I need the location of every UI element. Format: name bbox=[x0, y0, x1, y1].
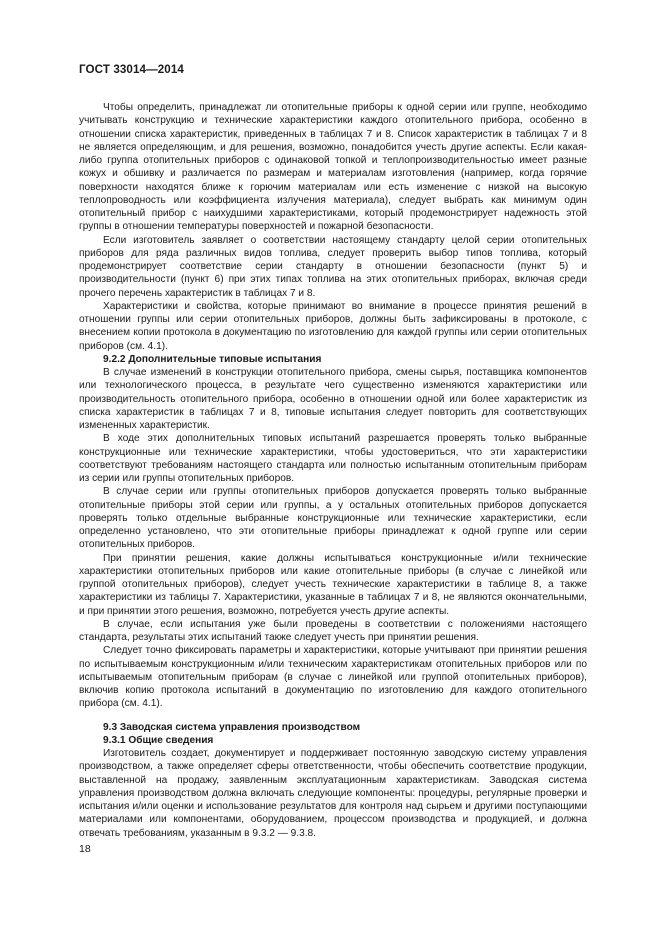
paragraph: Если изготовитель заявляет о соответствии настоящему стандарту целой серии отопительных приборов для ряда различных видов топлива, следует проверить выбор типов топлива, который продемонстрирует соответствие серии стандарту в отношении безопасности (пункт 5) и производительности (пункт 6) при этих типах топлива на этих отопительных приборах, включая среди прочего перечень характеристик в таблицах 7 и 8. bbox=[79, 234, 587, 299]
section-heading-9-3: 9.3 Заводская система управления производством bbox=[103, 721, 361, 733]
page-body bbox=[79, 101, 587, 840]
paragraph: Чтобы определить, принадлежат ли отопительные приборы к одной серии или группе, необходимо учитывать конструкцию и технические характеристики каждого отопительного прибора, особенно в отношении списка характеристик, приведенных в таблицах 7 и 8. Список характеристик в таблицах 7 и 8 не является определяющим, и для решения, возможно, понадобится учесть другие аспекты. Если какая-либо группа отопительных приборов с одинаковой топкой и теплопроизводительностью имеет разные кожух и обшивку и различается по размерам и материалам изготовления (например, когда горячие поверхности находятся ближе к горючим материалам или есть изменение с низкой на высокую теплопроводность или коэффициента излучения материала), следует выбрать как минимум один отопительный прибор с наихудшими характеристиками, который продемонстрирует надежность этой группы в отношении температуры поверхностей и пожарной безопасности. bbox=[79, 102, 587, 233]
section-heading-9-3-1: 9.3.1 Общие сведения bbox=[103, 734, 214, 746]
section-heading-9-2-2: 9.2.2 Дополнительные типовые испытания bbox=[103, 353, 322, 365]
paragraph: При принятии решения, какие должны испытываться конструкционные и/или технические характеристики отопительных приборов или какие отопительные приборы (в случае с линейкой или группой отопительных приборов), следует учесть технические характеристики в таблице 8, а также характеристики из таблицы 7. Характеристики, указанные в таблицах 7 и 8, не являются окончательными, и при принятии этого решения, возможно, потребуется учесть другие аспекты. bbox=[79, 552, 587, 617]
page-number: 18 bbox=[79, 843, 91, 855]
paragraph: В ходе этих дополнительных типовых испытаний разрешается проверять только выбранные конструкционные или технические характеристики, чтобы удостовериться, что эти характеристики соответствуют требованиям настоящего стандарта или полностью испытанным отопительным приборам из серии или группы отопительных приборов. bbox=[79, 433, 587, 484]
paragraph: В случае серии или группы отопительных приборов допускается проверять только выбранные отопительные приборы этой серии или группы, а у остальных отопительных приборов допускается проверять только отдельные выбранные конструкционные или технические характеристики, если определенно установлено, что эти отопительные приборы принадлежат к одной группе или серии отопительных приборов. bbox=[79, 486, 587, 551]
paragraph: Следует точно фиксировать параметры и характеристики, которые учитывают при принятии решения по испытываемым конструкционным и/или техническим характеристикам отопительных приборов или по испытываемым отопительным приборам (в случае с линейкой или группой отопительных приборов), включив копию протокола испытаний в документацию по изготовлению для каждого отопительного прибора (см. 4.1). bbox=[79, 645, 587, 710]
paragraph: Характеристики и свойства, которые принимают во внимание в процессе принятия решений в отношении группы или серии отопительных приборов, должны быть зафиксированы в протоколе, с внесением копии протокола в документацию по изготовлению для каждой группы или серии отопительных приборов (см. 4.1). bbox=[79, 300, 587, 352]
paragraph: В случае, если испытания уже были проведены в соответствии с положениями настоящего стандарта, результаты этих испытаний также следует учесть при принятии решения. bbox=[79, 618, 587, 643]
document-code: ГОСТ 33014—2014 bbox=[79, 63, 184, 76]
paragraph: В случае изменений в конструкции отопительного прибора, смены сырья, поставщика компонентов или технологического процесса, в результате чего существенно изменяются характеристики или производительность отопительного прибора, особенно в отношении одной или более характеристик из списка характеристик в таблицах 7 и 8, типовые испытания следует повторить для соответствующих измененных характеристик. bbox=[79, 367, 587, 431]
paragraph: Изготовитель создает, документирует и поддерживает постоянную заводскую систему управления производством, а также определяет сферы ответственности, чтобы обеспечить соответствие продукции, выставленной на продажу, заявленным эксплуатационным характеристикам. Заводская система управления производством должна включать следующие компоненты: процедуры, регулярные проверки и испытания и/или оценки и использование результатов для контроля над сырьем и другими поступающими материалами или компонентами, оборудованием, процессом производства и продукцией, и должна отвечать требованиям, указанным в 9.3.2 — 9.3.8. bbox=[79, 748, 587, 839]
